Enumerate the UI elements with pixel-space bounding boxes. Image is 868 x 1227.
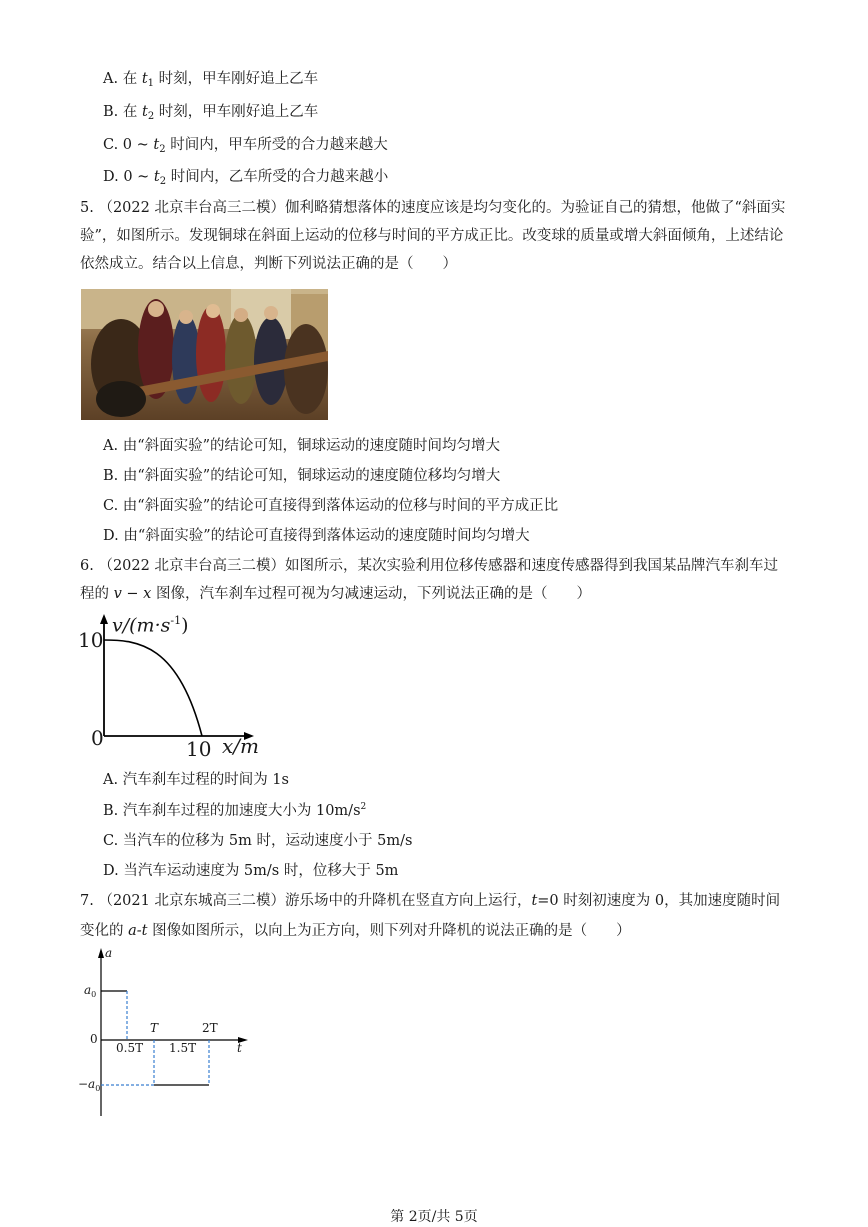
at-graph-tick-T: T <box>150 1021 159 1035</box>
at-graph-tick-1.5T: 1.5T <box>169 1041 197 1055</box>
at-graph-origin: 0 <box>90 1032 98 1046</box>
vx-graph-y-label: $v/(m\cdot s^{-1})$ <box>112 614 189 637</box>
q6-option-b: B. 汽车刹车过程的加速度大小为 $10m/s^2$ <box>103 802 367 819</box>
q4-option-c <box>103 133 388 155</box>
q5-option-c: C. 由“斜面实验”的结论可直接得到落体运动的位移与时间的平方成正比 <box>103 498 559 514</box>
q4-option-b-prefix: B. 在 <box>103 104 142 120</box>
at-graph-x-label: t <box>237 1041 242 1055</box>
var-v-x: v − x <box>113 586 152 602</box>
q6-option-a: A. 汽车刹车过程的时间为 1s <box>103 772 289 788</box>
q6-option-d: D. 当汽车运动速度为 5m/s 时，位移大于 5m <box>103 863 399 879</box>
painting-illustration <box>81 289 328 420</box>
vx-graph-y-tick: 10 <box>78 628 104 652</box>
q4-option-c-prefix: C. 0 ~ <box>103 137 154 153</box>
subscript: 2 <box>159 176 167 187</box>
q4-option-d-prefix: D. 0 ~ <box>103 169 154 185</box>
at-graph-lines <box>78 946 258 1118</box>
q4-option-d <box>103 165 388 187</box>
vx-graph-x-tick: 10 <box>186 737 212 761</box>
q7-stem-line2: 变化的 a-t 图像如图所示，以向上为正方向，则下列对升降机的说法正确的是（ ） <box>80 923 631 939</box>
q4-option-b <box>103 100 318 122</box>
q6-vx-graph <box>78 614 258 760</box>
at-graph-tick-2T: 2T <box>202 1021 218 1035</box>
at-graph-neg-a0-label: $-a_0$ <box>78 1077 101 1093</box>
var-t: t <box>153 169 160 185</box>
q7-at-graph <box>78 946 258 1118</box>
subscript: 2 <box>147 111 155 122</box>
q4-option-a-text: 时刻，甲车刚好追上乙车 <box>154 71 319 87</box>
q5-option-b: B. 由“斜面实验”的结论可知，铜球运动的速度随位移均匀增大 <box>103 468 501 484</box>
at-graph-y-label: a <box>105 946 113 960</box>
subscript: 1 <box>147 78 155 89</box>
q4-option-a <box>103 67 318 89</box>
q4-option-b-text: 时刻，甲车刚好追上乙车 <box>154 104 319 120</box>
q6-stem-text-end: 图像，汽车刹车过程可视为匀减速运动，下列说法正确的是（ ） <box>151 586 591 602</box>
vx-graph-origin: 0 <box>91 726 104 750</box>
galileo-painting-image <box>81 289 328 420</box>
var-t: t <box>141 71 148 87</box>
q7-stem-line1: 7. （2021 北京东城高三二模）游乐场中的升降机在竖直方向上运行，t=0 时刻初速度为 0，其加速度随时间 <box>80 893 781 909</box>
q5-option-d: D. 由“斜面实验”的结论可直接得到落体运动的速度随时间均匀增大 <box>103 528 530 544</box>
q4-option-c-text: 时间内，甲车所受的合力越来越大 <box>165 137 388 153</box>
q6-option-c: C. 当汽车的位移为 5m 时，运动速度小于 5m/s <box>103 833 413 849</box>
q5-stem: 5. （2022 北京丰台高三二模）伽利略猜想落体的速度应该是均匀变化的。为验证自己的猜想，他做了“斜面实验”，如图所示。发现铜球在斜面上运动的位移与时间的平方成正比。改变球的质量或增大斜面倾角，上述结论依然成立。结合以上信息，判断下列说法正确的是（ ） <box>80 200 786 272</box>
q5-option-a: A. 由“斜面实验”的结论可知，铜球运动的速度随时间均匀增大 <box>103 438 501 454</box>
q4-option-a-prefix: A. 在 <box>103 71 142 87</box>
at-graph-tick-0.5T: 0.5T <box>116 1041 144 1055</box>
q6-stem-text: 6. （2022 北京丰台高三二模）如图所示，某次实验利用位移传感器和速度传感器得到我国某品牌汽车刹车过程的 <box>80 558 778 602</box>
vx-graph-x-label: x/m <box>222 734 259 758</box>
page-footer: 第 2页/共 5页 <box>390 1209 478 1225</box>
at-graph-a0-label: $a_0$ <box>84 983 97 999</box>
q6-stem <box>80 552 792 608</box>
q4-option-d-text: 时间内，乙车所受的合力越来越小 <box>166 169 389 185</box>
var-t: t <box>153 137 160 153</box>
subscript: 2 <box>159 144 166 155</box>
var-t: t <box>141 104 148 120</box>
